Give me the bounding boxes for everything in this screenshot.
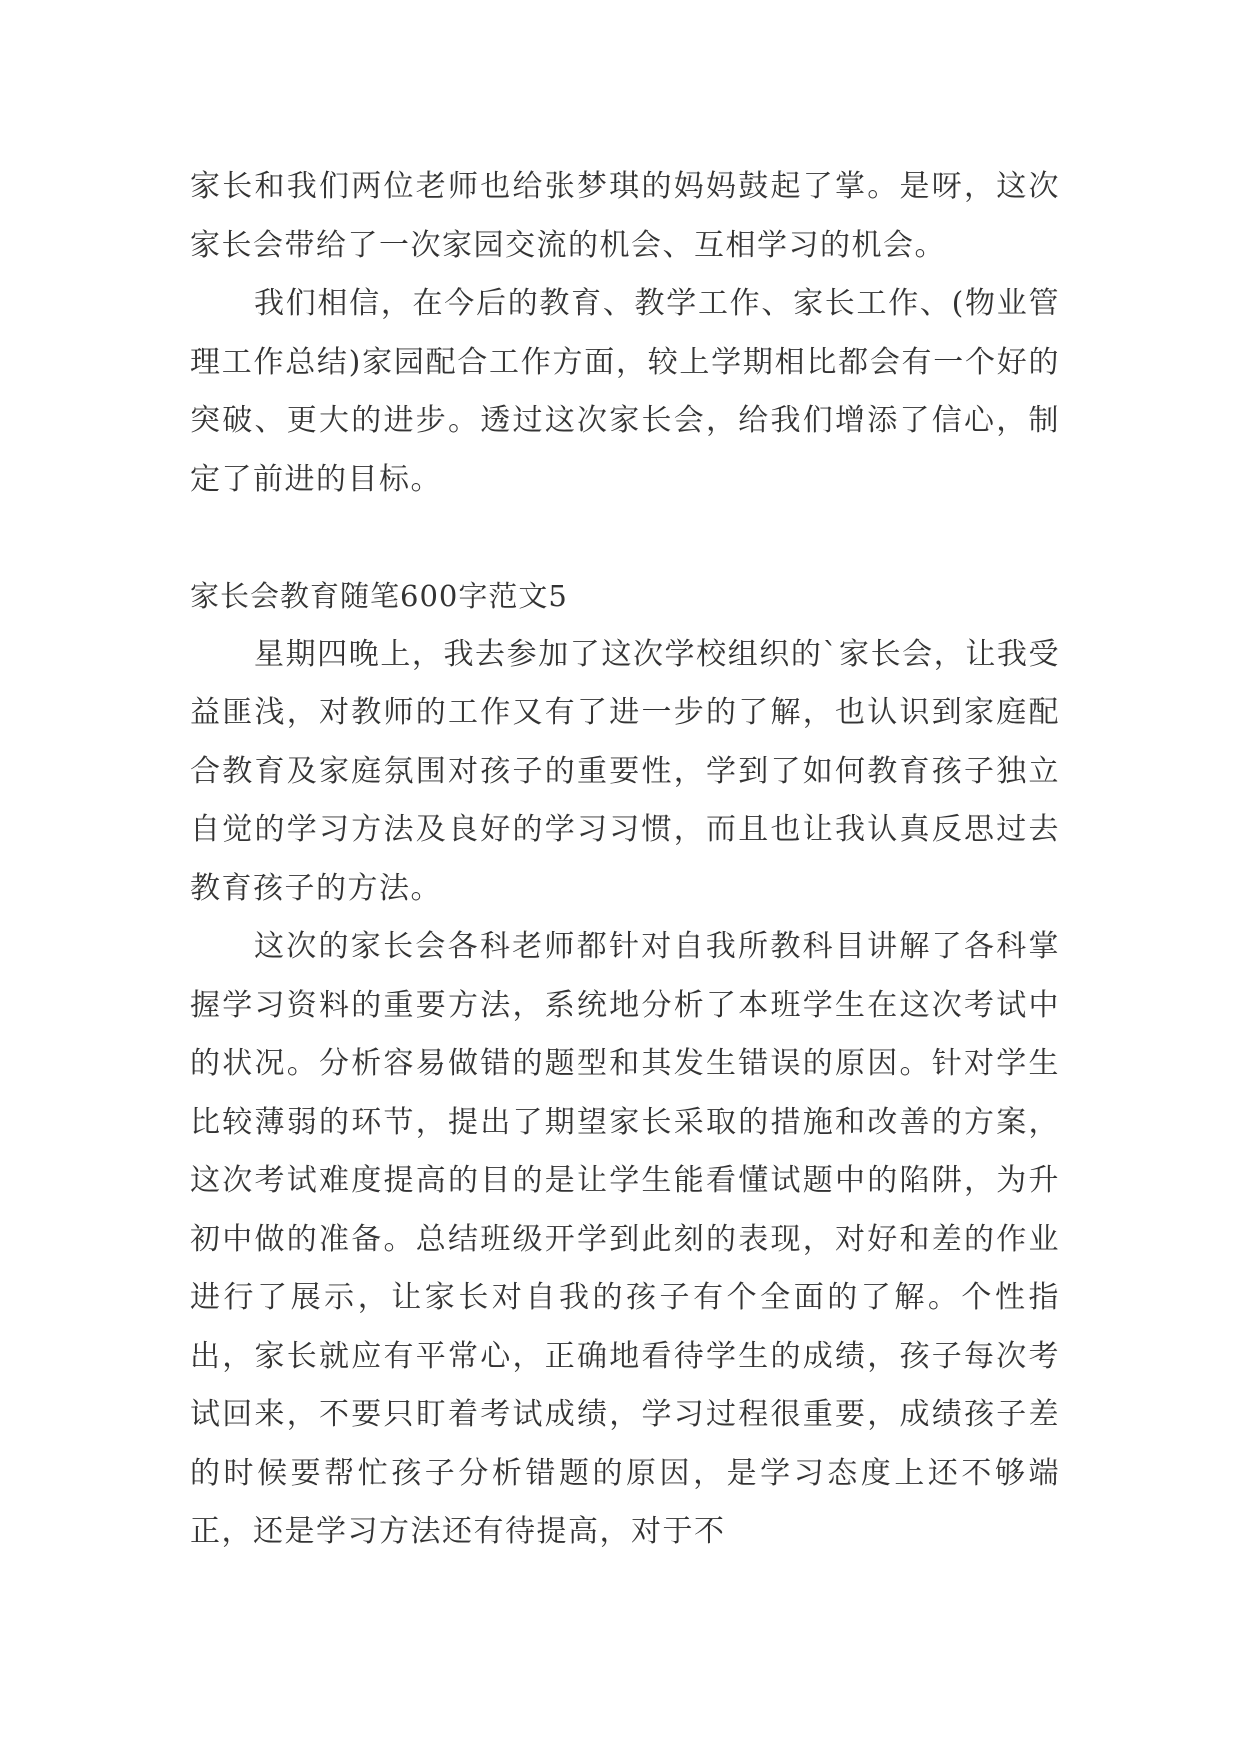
section-title: 家长会教育随笔600字范文5 <box>190 579 568 613</box>
paragraph-confidence: 我们相信，在今后的教育、教学工作、家长工作、(物业管理工作总结)家园配合工作方面，较上学期相比都会有一个好的突破、更大的进步。透过这次家长会，给我们增添了信心，制定了前进的目标。 <box>190 286 1060 497</box>
paragraph-continued: 家长和我们两位老师也给张梦琪的妈妈鼓起了掌。是呀，这次家长会带给了一次家园交流的机会、互相学习的机会。 <box>190 169 1060 263</box>
document-body <box>190 158 1060 1562</box>
section-spacer <box>190 509 1060 567</box>
paragraph-teachers-explain: 这次的家长会各科老师都针对自我所教科目讲解了各科掌握学习资料的重要方法，系统地分析了本班学生在这次考试中的状况。分析容易做错的题型和其发生错误的原因。针对学生比较薄弱的环节，提出了期望家长采取的措施和改善的方案，这次考试难度提高的目的是让学生能看懂试题中的陷阱，为升初中做的准备。总结班级开学到此刻的表现，对好和差的作业进行了展示，让家长对自我的孩子有个全面的了解。个性指出，家长就应有平常心，正确地看待学生的成绩，孩子每次考试回来，不要只盯着考试成绩，学习过程很重要，成绩孩子差的时候要帮忙孩子分析错题的原因，是学习态度上还不够端正，还是学习方法还有待提高，对于不 <box>190 929 1060 1549</box>
paragraph-thursday-meeting: 星期四晚上，我去参加了这次学校组织的`家长会，让我受益匪浅，对教师的工作又有了进一步的了解，也认识到家庭配合教育及家庭氛围对孩子的重要性，学到了如何教育孩子独立自觉的学习方法及良好的学习习惯，而且也让我认真反思过去教育孩子的方法。 <box>190 636 1060 906</box>
